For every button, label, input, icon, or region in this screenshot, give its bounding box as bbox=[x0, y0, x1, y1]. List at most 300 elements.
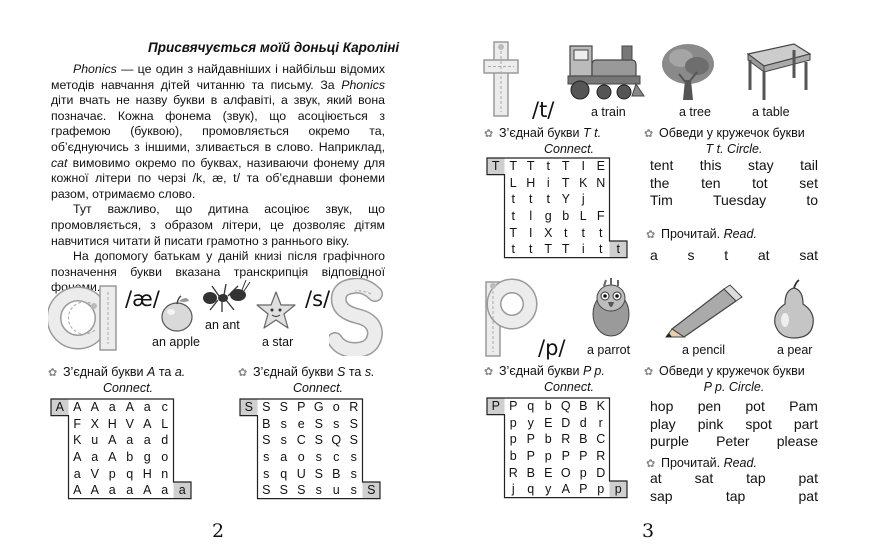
grid-cell[interactable]: q bbox=[280, 466, 288, 481]
word[interactable]: pink bbox=[697, 415, 724, 432]
grid-cell[interactable] bbox=[363, 432, 381, 449]
word[interactable]: stay bbox=[747, 157, 774, 173]
grid-cell[interactable]: t bbox=[529, 242, 533, 257]
grid-cell[interactable]: i bbox=[581, 242, 585, 257]
letter-grid-a bbox=[51, 399, 191, 499]
word[interactable]: at bbox=[757, 247, 770, 263]
grid-cell[interactable] bbox=[240, 432, 258, 449]
word-row bbox=[650, 157, 818, 175]
task-connect-a: ✿ З’єднай букви A та a. Connect. bbox=[48, 365, 186, 395]
word[interactable]: ten bbox=[701, 174, 721, 191]
grid-cell[interactable]: l bbox=[529, 209, 533, 224]
grid-cell[interactable]: H bbox=[107, 416, 117, 431]
grid-cell[interactable]: S bbox=[262, 433, 271, 448]
grid-cell[interactable] bbox=[240, 449, 258, 466]
grid-cell[interactable]: p bbox=[509, 432, 517, 447]
grid-row bbox=[240, 482, 380, 499]
gear-icon: ✿ bbox=[48, 367, 58, 379]
grid-cell[interactable]: p bbox=[614, 482, 622, 497]
grid-cell[interactable]: a bbox=[143, 400, 151, 415]
grid-cell[interactable] bbox=[240, 465, 258, 482]
word[interactable]: Tim bbox=[650, 192, 673, 208]
grid-cell[interactable]: H bbox=[526, 175, 536, 190]
word[interactable]: tot bbox=[752, 174, 768, 191]
grid-cell[interactable]: i bbox=[546, 175, 550, 190]
grid-cell[interactable]: V bbox=[125, 416, 134, 431]
grid-cell[interactable] bbox=[487, 224, 505, 241]
grid-cell[interactable]: L bbox=[579, 209, 587, 224]
grid-cell[interactable]: t bbox=[599, 242, 603, 257]
grid-cell[interactable]: X bbox=[90, 416, 99, 431]
word[interactable]: pat bbox=[798, 470, 818, 486]
grid-cell[interactable]: s bbox=[350, 450, 357, 465]
grid-cell[interactable]: A bbox=[143, 483, 152, 498]
word[interactable]: Tuesday bbox=[712, 192, 767, 208]
word[interactable]: please bbox=[776, 433, 818, 449]
grid-row bbox=[487, 241, 627, 258]
page-number-right: 3 bbox=[642, 520, 655, 542]
task-read-p: ✿ Прочитай. Read. bbox=[646, 456, 757, 470]
grid-cell[interactable]: A bbox=[561, 482, 570, 497]
pencil-icon bbox=[664, 283, 744, 339]
gear-icon: ✿ bbox=[238, 367, 248, 379]
word[interactable]: part bbox=[793, 415, 818, 432]
caption-tree: a tree bbox=[679, 105, 711, 119]
grid-cell[interactable] bbox=[610, 415, 628, 432]
intro-paragraph-2: Тут важливо, що дитина асоціює звук, що промовляється, з образом літери, це дозволяє дітям навчитися читати й писати грамотно з раннього віку. bbox=[51, 202, 385, 248]
grid-cell[interactable]: T bbox=[561, 242, 570, 257]
table-icon bbox=[740, 40, 812, 102]
grid-cell[interactable]: t bbox=[546, 192, 550, 207]
grid-cell[interactable] bbox=[363, 449, 381, 466]
grid-row bbox=[487, 464, 627, 481]
grid-cell[interactable]: y bbox=[527, 415, 534, 430]
right-page bbox=[434, 0, 869, 557]
gear-icon: ✿ bbox=[646, 458, 656, 470]
grid-cell[interactable] bbox=[240, 482, 258, 499]
grid-cell[interactable] bbox=[487, 191, 505, 208]
word[interactable]: t bbox=[724, 247, 729, 263]
grid-cell[interactable]: K bbox=[579, 175, 588, 190]
word[interactable]: hop bbox=[650, 398, 674, 414]
grid-cell[interactable]: I bbox=[529, 225, 533, 240]
grid-cell[interactable]: b bbox=[126, 450, 134, 465]
grid-cell[interactable]: P bbox=[526, 449, 535, 464]
grid-cell[interactable]: Y bbox=[561, 192, 570, 207]
grid-cell[interactable]: p bbox=[579, 465, 587, 480]
grid-cell[interactable]: D bbox=[561, 415, 571, 430]
word[interactable]: s bbox=[687, 247, 695, 263]
grid-cell[interactable]: T bbox=[491, 159, 500, 174]
grid-cell[interactable]: b bbox=[544, 432, 552, 447]
grid-row bbox=[240, 465, 380, 482]
grid-cell[interactable] bbox=[51, 449, 69, 466]
parrot-icon bbox=[584, 278, 638, 340]
word[interactable]: purple bbox=[650, 433, 689, 449]
grid-cell[interactable] bbox=[51, 432, 69, 449]
grid-cell[interactable]: S bbox=[297, 483, 306, 498]
grid-cell[interactable]: L bbox=[509, 175, 517, 190]
grid-cell[interactable] bbox=[610, 431, 628, 448]
grid-cell[interactable]: B bbox=[579, 399, 588, 414]
grid-cell[interactable]: s bbox=[315, 483, 322, 498]
grid-cell[interactable]: o bbox=[161, 450, 169, 465]
grid-cell[interactable] bbox=[174, 449, 192, 466]
grid-cell[interactable]: r bbox=[598, 415, 603, 430]
caption-parrot: a parrot bbox=[587, 343, 631, 357]
grid-row bbox=[487, 448, 627, 465]
grid-cell[interactable]: I bbox=[581, 159, 585, 174]
word[interactable]: tap bbox=[746, 470, 766, 486]
grid-cell[interactable]: t bbox=[546, 159, 550, 174]
phoneme-s: /s/ bbox=[305, 287, 331, 311]
grid-cell[interactable] bbox=[487, 464, 505, 481]
tracing-letter-a-icon bbox=[48, 276, 120, 356]
grid-cell[interactable]: A bbox=[73, 400, 82, 415]
grid-cell[interactable]: a bbox=[143, 433, 151, 448]
grid-cell[interactable]: a bbox=[126, 483, 134, 498]
task-connect-s: ✿ З’єднай букви S та s. Connect. bbox=[238, 365, 375, 395]
caption-pencil: a pencil bbox=[682, 343, 726, 357]
grid-cell[interactable] bbox=[363, 416, 381, 433]
grid-cell[interactable]: q bbox=[126, 466, 134, 481]
grid-cell[interactable]: S bbox=[349, 433, 358, 448]
grid-cell[interactable]: a bbox=[178, 483, 186, 498]
page-number-left: 2 bbox=[212, 520, 225, 542]
word-row bbox=[650, 398, 818, 416]
caption-table: a table bbox=[752, 105, 790, 119]
letter-grid-t bbox=[487, 158, 627, 258]
grid-row bbox=[487, 224, 627, 241]
intro-paragraph-3: На допомогу батькам у даній книзі після графічного позначення букви вказана транскрипція відповідної фонеми. bbox=[51, 249, 385, 295]
grid-cell[interactable]: c bbox=[161, 400, 168, 415]
grid-cell[interactable]: p bbox=[509, 415, 517, 430]
grid-cell[interactable]: L bbox=[161, 416, 169, 431]
train-icon bbox=[566, 40, 646, 102]
grid-cell[interactable]: e bbox=[297, 416, 305, 431]
grid-cell[interactable] bbox=[592, 191, 610, 208]
grid-cell[interactable]: P bbox=[561, 449, 570, 464]
task-connect-t: ✿ З’єднай букви T t. Connect. bbox=[484, 126, 602, 156]
grid-cell[interactable]: S bbox=[314, 433, 323, 448]
star-icon bbox=[255, 290, 297, 330]
grid-cell[interactable]: t bbox=[599, 225, 603, 240]
word[interactable]: spot bbox=[745, 415, 772, 432]
grid-cell[interactable]: S bbox=[244, 400, 253, 415]
grid-cell[interactable]: A bbox=[108, 433, 117, 448]
grid-cell[interactable]: s bbox=[263, 450, 270, 465]
grid-cell[interactable]: S bbox=[314, 466, 323, 481]
word[interactable]: tap bbox=[725, 487, 746, 504]
dedication: Присвячується моїй доньці Кароліні bbox=[148, 40, 400, 55]
grid-cell[interactable] bbox=[174, 416, 192, 433]
grid-cell[interactable] bbox=[487, 415, 505, 432]
task-read-t: ✿ Прочитай. Read. bbox=[646, 227, 757, 241]
grid-row bbox=[487, 175, 627, 192]
grid-cell[interactable]: D bbox=[596, 465, 606, 480]
grid-cell[interactable] bbox=[487, 448, 505, 465]
word[interactable]: play bbox=[650, 415, 676, 432]
word[interactable]: pat bbox=[798, 487, 818, 504]
grid-cell[interactable] bbox=[51, 465, 69, 482]
grid-cell[interactable]: S bbox=[262, 400, 271, 415]
grid-cell[interactable]: T bbox=[561, 159, 570, 174]
word[interactable]: the bbox=[650, 174, 670, 191]
grid-cell[interactable]: p bbox=[597, 482, 605, 497]
grid-cell[interactable]: C bbox=[296, 433, 306, 448]
grid-cell[interactable] bbox=[610, 224, 628, 241]
grid-cell[interactable] bbox=[487, 175, 505, 192]
grid-cell[interactable] bbox=[487, 241, 505, 258]
grid-cell[interactable]: a bbox=[108, 483, 116, 498]
grid-cell[interactable]: c bbox=[333, 450, 340, 465]
word-row bbox=[650, 192, 818, 210]
grid-cell[interactable]: F bbox=[596, 209, 605, 224]
grid-row bbox=[487, 158, 627, 175]
grid-cell[interactable]: P bbox=[509, 399, 518, 414]
grid-cell[interactable]: P bbox=[526, 432, 535, 447]
grid-cell[interactable] bbox=[610, 175, 628, 192]
grid-cell[interactable]: s bbox=[263, 466, 270, 481]
grid-cell[interactable]: d bbox=[579, 415, 587, 430]
grid-cell[interactable]: K bbox=[73, 433, 82, 448]
word[interactable]: sap bbox=[650, 487, 673, 504]
phoneme-p: /p/ bbox=[538, 336, 566, 360]
grid-cell[interactable]: X bbox=[544, 225, 553, 240]
grid-cell[interactable]: A bbox=[108, 450, 117, 465]
grid-row bbox=[487, 398, 627, 415]
grid-cell[interactable]: t bbox=[511, 209, 515, 224]
tracing-letter-p-icon bbox=[482, 276, 538, 360]
grid-cell[interactable]: S bbox=[314, 416, 323, 431]
grid-cell[interactable]: S bbox=[349, 416, 358, 431]
gear-icon: ✿ bbox=[484, 128, 494, 140]
grid-cell[interactable]: g bbox=[143, 450, 151, 465]
grid-cell[interactable]: O bbox=[560, 465, 571, 480]
grid-cell[interactable]: t bbox=[511, 192, 515, 207]
grid-cell[interactable]: E bbox=[544, 465, 553, 480]
grid-cell[interactable]: b bbox=[509, 449, 517, 464]
word[interactable]: set bbox=[799, 174, 818, 191]
letter-grid-s bbox=[240, 399, 380, 499]
grid-cell[interactable]: j bbox=[581, 192, 585, 207]
grid-cell[interactable]: T bbox=[544, 242, 553, 257]
grid-cell[interactable]: P bbox=[579, 482, 588, 497]
word[interactable]: pen bbox=[697, 398, 722, 414]
grid-cell[interactable]: R bbox=[596, 449, 606, 464]
word[interactable]: sat bbox=[694, 470, 714, 486]
grid-cell[interactable]: B bbox=[262, 416, 271, 431]
grid-cell[interactable]: t bbox=[581, 225, 585, 240]
grid-cell[interactable]: o bbox=[332, 400, 340, 415]
grid-cell[interactable] bbox=[51, 482, 69, 499]
grid-cell[interactable]: a bbox=[73, 466, 81, 481]
grid-cell[interactable] bbox=[487, 481, 505, 498]
word-row bbox=[650, 175, 818, 193]
tracing-letter-s-icon bbox=[329, 278, 385, 356]
grid-cell[interactable]: A bbox=[55, 400, 64, 415]
grid-cell[interactable]: p bbox=[108, 466, 116, 481]
grid-cell[interactable]: R bbox=[349, 400, 359, 415]
grid-cell[interactable]: P bbox=[491, 399, 500, 414]
grid-cell[interactable] bbox=[610, 191, 628, 208]
grid-cell[interactable]: u bbox=[332, 483, 340, 498]
grid-cell[interactable] bbox=[610, 158, 628, 175]
grid-row bbox=[487, 415, 627, 432]
grid-cell[interactable]: j bbox=[511, 482, 515, 497]
grid-cell[interactable]: C bbox=[596, 432, 606, 447]
grid-cell[interactable]: s bbox=[333, 416, 340, 431]
grid-cell[interactable] bbox=[51, 416, 69, 433]
grid-cell[interactable] bbox=[174, 465, 192, 482]
word[interactable]: tail bbox=[800, 157, 818, 173]
word-list-p bbox=[650, 398, 818, 451]
grid-cell[interactable]: T bbox=[509, 225, 518, 240]
grid-cell[interactable]: d bbox=[161, 433, 169, 448]
grid-cell[interactable]: N bbox=[596, 175, 606, 190]
left-page bbox=[0, 0, 434, 557]
grid-cell[interactable]: B bbox=[526, 465, 535, 480]
grid-cell[interactable] bbox=[240, 416, 258, 433]
phoneme-t: /t/ bbox=[532, 98, 555, 122]
grid-cell[interactable]: T bbox=[526, 159, 535, 174]
grid-cell[interactable]: G bbox=[313, 400, 324, 415]
grid-cell[interactable] bbox=[610, 398, 628, 415]
grid-cell[interactable] bbox=[363, 399, 381, 416]
grid-cell[interactable]: P bbox=[579, 449, 588, 464]
grid-cell[interactable] bbox=[174, 399, 192, 416]
grid-cell[interactable]: q bbox=[527, 399, 535, 414]
grid-cell[interactable]: T bbox=[561, 175, 570, 190]
grid-cell[interactable]: Q bbox=[560, 399, 571, 414]
grid-cell[interactable] bbox=[610, 464, 628, 481]
grid-cell[interactable]: E bbox=[544, 415, 553, 430]
grid-cell[interactable]: t bbox=[529, 192, 533, 207]
apple-icon bbox=[159, 293, 195, 333]
grid-cell[interactable]: g bbox=[544, 209, 552, 224]
word-row bbox=[650, 247, 818, 265]
grid-cell[interactable] bbox=[487, 431, 505, 448]
grid-row bbox=[487, 208, 627, 225]
grid-cell[interactable]: p bbox=[544, 449, 552, 464]
grid-cell[interactable]: T bbox=[509, 159, 518, 174]
word[interactable]: to bbox=[806, 192, 818, 208]
grid-cell[interactable]: B bbox=[579, 432, 588, 447]
grid-cell[interactable]: S bbox=[279, 400, 288, 415]
grid-cell[interactable] bbox=[174, 432, 192, 449]
read-words-t bbox=[650, 247, 818, 265]
grid-cell[interactable]: Q bbox=[331, 433, 342, 448]
grid-cell[interactable] bbox=[487, 208, 505, 225]
gear-icon: ✿ bbox=[644, 366, 654, 378]
word[interactable]: pot bbox=[745, 398, 765, 414]
caption-pear: a pear bbox=[777, 343, 813, 357]
grid-cell[interactable]: q bbox=[527, 482, 535, 497]
intro-paragraph-1: Phonics — це один з найдавніших і найбільш відомих методів навчання дітей читанню та письму. За Phonics діти вчать не назву букви в алфавіті, а звук, який вона позначає. Кожна фонема (звук), що асоціюється з графемою (буквою), промовляється окремо та, об’єднуючись з іншими, зливається в слово. Наприклад, cat вимовимо окремо по буквах, називаючи фонему для кожної літери по черзі /k, æ, t/ та об’єднавши фонеми разом, отримаємо слово. bbox=[51, 62, 385, 201]
grid-cell[interactable]: b bbox=[562, 209, 570, 224]
grid-cell[interactable]: a bbox=[126, 433, 134, 448]
grid-cell[interactable]: a bbox=[91, 450, 99, 465]
grid-row bbox=[240, 432, 380, 449]
word-row bbox=[650, 470, 818, 488]
grid-cell[interactable]: S bbox=[262, 483, 271, 498]
word[interactable]: Peter bbox=[716, 433, 750, 449]
grid-cell[interactable]: P bbox=[297, 400, 306, 415]
grid-cell[interactable]: S bbox=[279, 483, 288, 498]
gear-icon: ✿ bbox=[646, 229, 656, 241]
word[interactable]: sat bbox=[799, 247, 818, 263]
pear-icon bbox=[769, 278, 819, 340]
grid-cell[interactable]: s bbox=[280, 416, 287, 431]
read-words-p bbox=[650, 470, 818, 505]
grid-cell[interactable]: u bbox=[91, 433, 99, 448]
grid-cell[interactable] bbox=[610, 448, 628, 465]
grid-cell[interactable]: A bbox=[143, 416, 152, 431]
grid-cell[interactable]: a bbox=[161, 483, 169, 498]
grid-cell[interactable]: y bbox=[545, 482, 552, 497]
grid-cell[interactable] bbox=[363, 465, 381, 482]
grid-cell[interactable]: V bbox=[90, 466, 99, 481]
grid-cell[interactable]: A bbox=[90, 400, 99, 415]
grid-cell[interactable]: a bbox=[108, 400, 116, 415]
grid-row bbox=[51, 432, 191, 449]
grid-cell[interactable]: U bbox=[296, 466, 306, 481]
grid-cell[interactable]: K bbox=[596, 399, 605, 414]
caption-ant: an ant bbox=[205, 318, 240, 332]
grid-cell[interactable]: s bbox=[350, 483, 357, 498]
grid-cell[interactable]: o bbox=[297, 450, 305, 465]
grid-row bbox=[240, 399, 380, 416]
grid-cell[interactable]: E bbox=[596, 159, 605, 174]
grid-cell[interactable]: B bbox=[332, 466, 341, 481]
word[interactable]: Pam bbox=[789, 398, 818, 414]
grid-cell[interactable]: s bbox=[350, 466, 357, 481]
grid-cell[interactable]: A bbox=[90, 483, 99, 498]
grid-cell[interactable] bbox=[610, 208, 628, 225]
grid-cell[interactable]: S bbox=[367, 483, 376, 498]
intro-text bbox=[51, 62, 385, 296]
grid-cell[interactable]: R bbox=[508, 465, 518, 480]
word-list-t bbox=[650, 157, 818, 210]
caption-train: a train bbox=[591, 105, 626, 119]
grid-cell[interactable]: a bbox=[280, 450, 288, 465]
grid-cell[interactable]: n bbox=[161, 466, 169, 481]
word[interactable]: a bbox=[650, 247, 658, 263]
task-circle-t: ✿ Обведи у кружечок букви T t. Circle. bbox=[644, 126, 805, 156]
word-row bbox=[650, 488, 818, 506]
grid-cell[interactable]: t bbox=[564, 225, 568, 240]
grid-row bbox=[51, 449, 191, 466]
tree-icon bbox=[659, 40, 717, 102]
word[interactable]: at bbox=[650, 470, 662, 486]
grid-row bbox=[51, 416, 191, 433]
grid-cell[interactable]: F bbox=[73, 416, 82, 431]
grid-cell[interactable]: s bbox=[280, 433, 287, 448]
word[interactable]: tent bbox=[650, 157, 674, 173]
grid-cell[interactable]: R bbox=[561, 432, 571, 447]
grid-cell[interactable]: A bbox=[125, 400, 134, 415]
grid-cell[interactable]: A bbox=[73, 450, 82, 465]
word-row bbox=[650, 416, 818, 434]
grid-row bbox=[487, 191, 627, 208]
grid-cell[interactable]: s bbox=[315, 450, 322, 465]
grid-cell[interactable]: H bbox=[142, 466, 152, 481]
word[interactable]: this bbox=[699, 157, 722, 173]
grid-cell[interactable]: t bbox=[511, 242, 515, 257]
grid-cell[interactable]: t bbox=[616, 242, 620, 257]
grid-cell[interactable]: A bbox=[73, 483, 82, 498]
grid-cell[interactable]: b bbox=[544, 399, 552, 414]
